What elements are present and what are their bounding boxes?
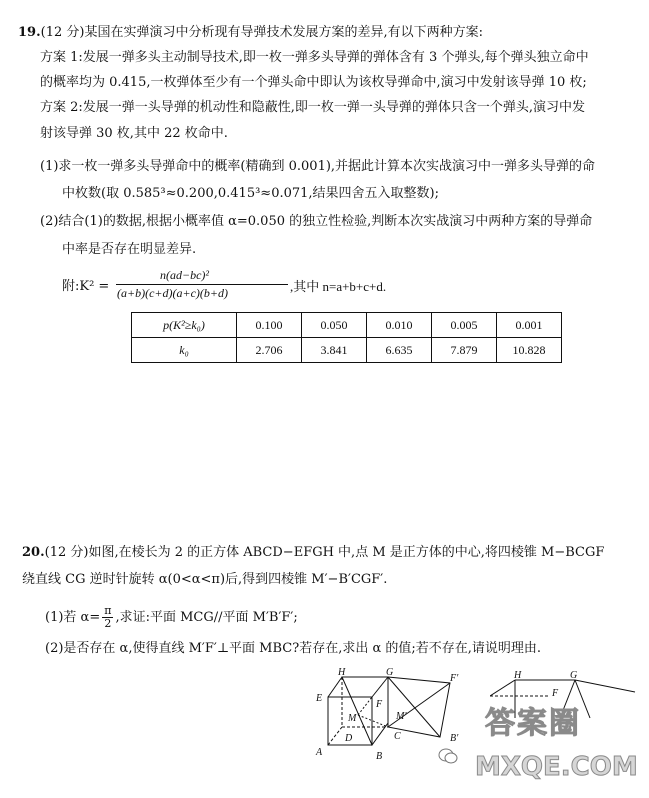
table-row1-header: p(K²≥k₀) bbox=[132, 313, 237, 338]
label-b: B bbox=[376, 751, 383, 762]
table-row bbox=[132, 313, 562, 338]
label-b-prime: B′ bbox=[450, 733, 459, 744]
label-h: H bbox=[338, 667, 346, 678]
label-a: A bbox=[316, 747, 323, 758]
watermark-logo bbox=[475, 698, 640, 788]
q20-part1-fraction bbox=[102, 605, 113, 630]
q19-score: (12 分) bbox=[40, 25, 85, 40]
q19-part2-line1: (2)结合(1)的数据,根据小概率值 α=0.050 的独立性检验,判断本次实战演习中两种方案的导弹命 bbox=[40, 214, 593, 229]
appendix-label: 附:K² = bbox=[62, 279, 110, 294]
q20-part1 bbox=[45, 605, 298, 630]
q20-number: 20. bbox=[22, 545, 45, 560]
label-f2: F bbox=[552, 688, 559, 699]
table-cell: 0.100 bbox=[237, 313, 302, 338]
table-cell: 6.635 bbox=[367, 338, 432, 363]
formula-tail: ,其中 n=a+b+c+d. bbox=[290, 279, 387, 294]
q19-plan1-line1: 方案 1:发展一弹多头主动制导技术,即一枚一弹多头导弹的弹体含有 3 个弹头,每个弹头独立命中 bbox=[40, 50, 589, 65]
table-cell: 0.050 bbox=[302, 313, 367, 338]
label-g2: G bbox=[570, 670, 578, 681]
label-e: E bbox=[316, 693, 323, 704]
label-c: C bbox=[394, 731, 401, 742]
q20-line2: 绕直线 CG 逆时针旋转 α(0<α<π)后,得到四棱锥 M′−B′CGF′. bbox=[22, 572, 388, 587]
table-cell: 0.001 bbox=[497, 313, 562, 338]
watermark-bottom-text: MXQE.COM bbox=[475, 752, 638, 782]
q19-plan2-line2: 射该导弹 30 枚,其中 22 枚命中. bbox=[40, 126, 228, 141]
label-f: F bbox=[376, 699, 383, 710]
q19-part2-line2: 中率是否存在明显差异. bbox=[62, 242, 197, 257]
label-d: D bbox=[345, 733, 353, 744]
q20-header bbox=[22, 545, 604, 561]
table-row2-header: k₀ bbox=[132, 338, 237, 363]
table-cell: 0.005 bbox=[432, 313, 497, 338]
q20-part1-num: π bbox=[104, 604, 112, 617]
critical-value-table bbox=[131, 312, 562, 363]
q20-part1-post: ,求证:平面 MCG//平面 M′B′F′; bbox=[115, 610, 298, 625]
q20-part1-pre: (1)若 α= bbox=[45, 610, 101, 625]
q20-part1-den: 2 bbox=[104, 617, 112, 630]
q19-part1-line1: (1)求一枚一弹多头导弹命中的概率(精确到 0.001),并据此计算本次实战演习中一弹多头导弹的命 bbox=[40, 159, 596, 174]
q19-plan2-line1: 方案 2:发展一弹一头导弹的机动性和隐蔽性,即一枚一弹一头导弹的弹体只含一个弹头,演习中发 bbox=[40, 100, 586, 115]
label-g: G bbox=[386, 667, 394, 678]
label-h2: H bbox=[514, 670, 522, 681]
table-cell: 10.828 bbox=[497, 338, 562, 363]
q20-part2: (2)是否存在 α,使得直线 M′F′⊥平面 MBC?若存在,求出 α 的值;若不存在,请说明理由. bbox=[45, 641, 542, 656]
label-f-prime: F′ bbox=[450, 673, 459, 684]
rotated-figure-labels bbox=[513, 670, 577, 699]
watermark-top-text: 答案圈 bbox=[485, 706, 581, 741]
table-row bbox=[132, 338, 562, 363]
table-cell: 3.841 bbox=[302, 338, 367, 363]
wechat-icon bbox=[438, 748, 458, 764]
label-m-prime: M′ bbox=[396, 711, 407, 722]
q19-intro: 某国在实弹演习中分析现有导弹技术发展方案的差异,有以下两种方案: bbox=[84, 25, 483, 40]
formula-numerator: n(ad−bc)² bbox=[160, 268, 210, 282]
table-cell: 7.879 bbox=[432, 338, 497, 363]
formula-denominator: (a+b)(c+d)(a+c)(b+d) bbox=[117, 286, 229, 300]
q19-part1-line2: 中枚数(取 0.585³≈0.200,0.415³≈0.071,结果四舍五入取整数); bbox=[62, 186, 439, 201]
q20-line1: 如图,在棱长为 2 的正方体 ABCD−EFGH 中,点 M 是正方体的中心,将四棱锥 M−BCGF bbox=[88, 545, 605, 560]
table-cell: 2.706 bbox=[237, 338, 302, 363]
table-cell: 0.010 bbox=[367, 313, 432, 338]
label-m: M bbox=[348, 713, 357, 724]
q20-score: (12 分) bbox=[44, 545, 89, 560]
q19-plan1-line2: 的概率均为 0.415,一枚弹体至少有一个弹头命中即认为该枚导弹命中,演习中发射该导弹 10 枚; bbox=[40, 75, 587, 90]
q19-number: 19. bbox=[18, 25, 41, 40]
q19-header bbox=[18, 25, 483, 41]
formula-fraction-bar bbox=[116, 284, 288, 285]
